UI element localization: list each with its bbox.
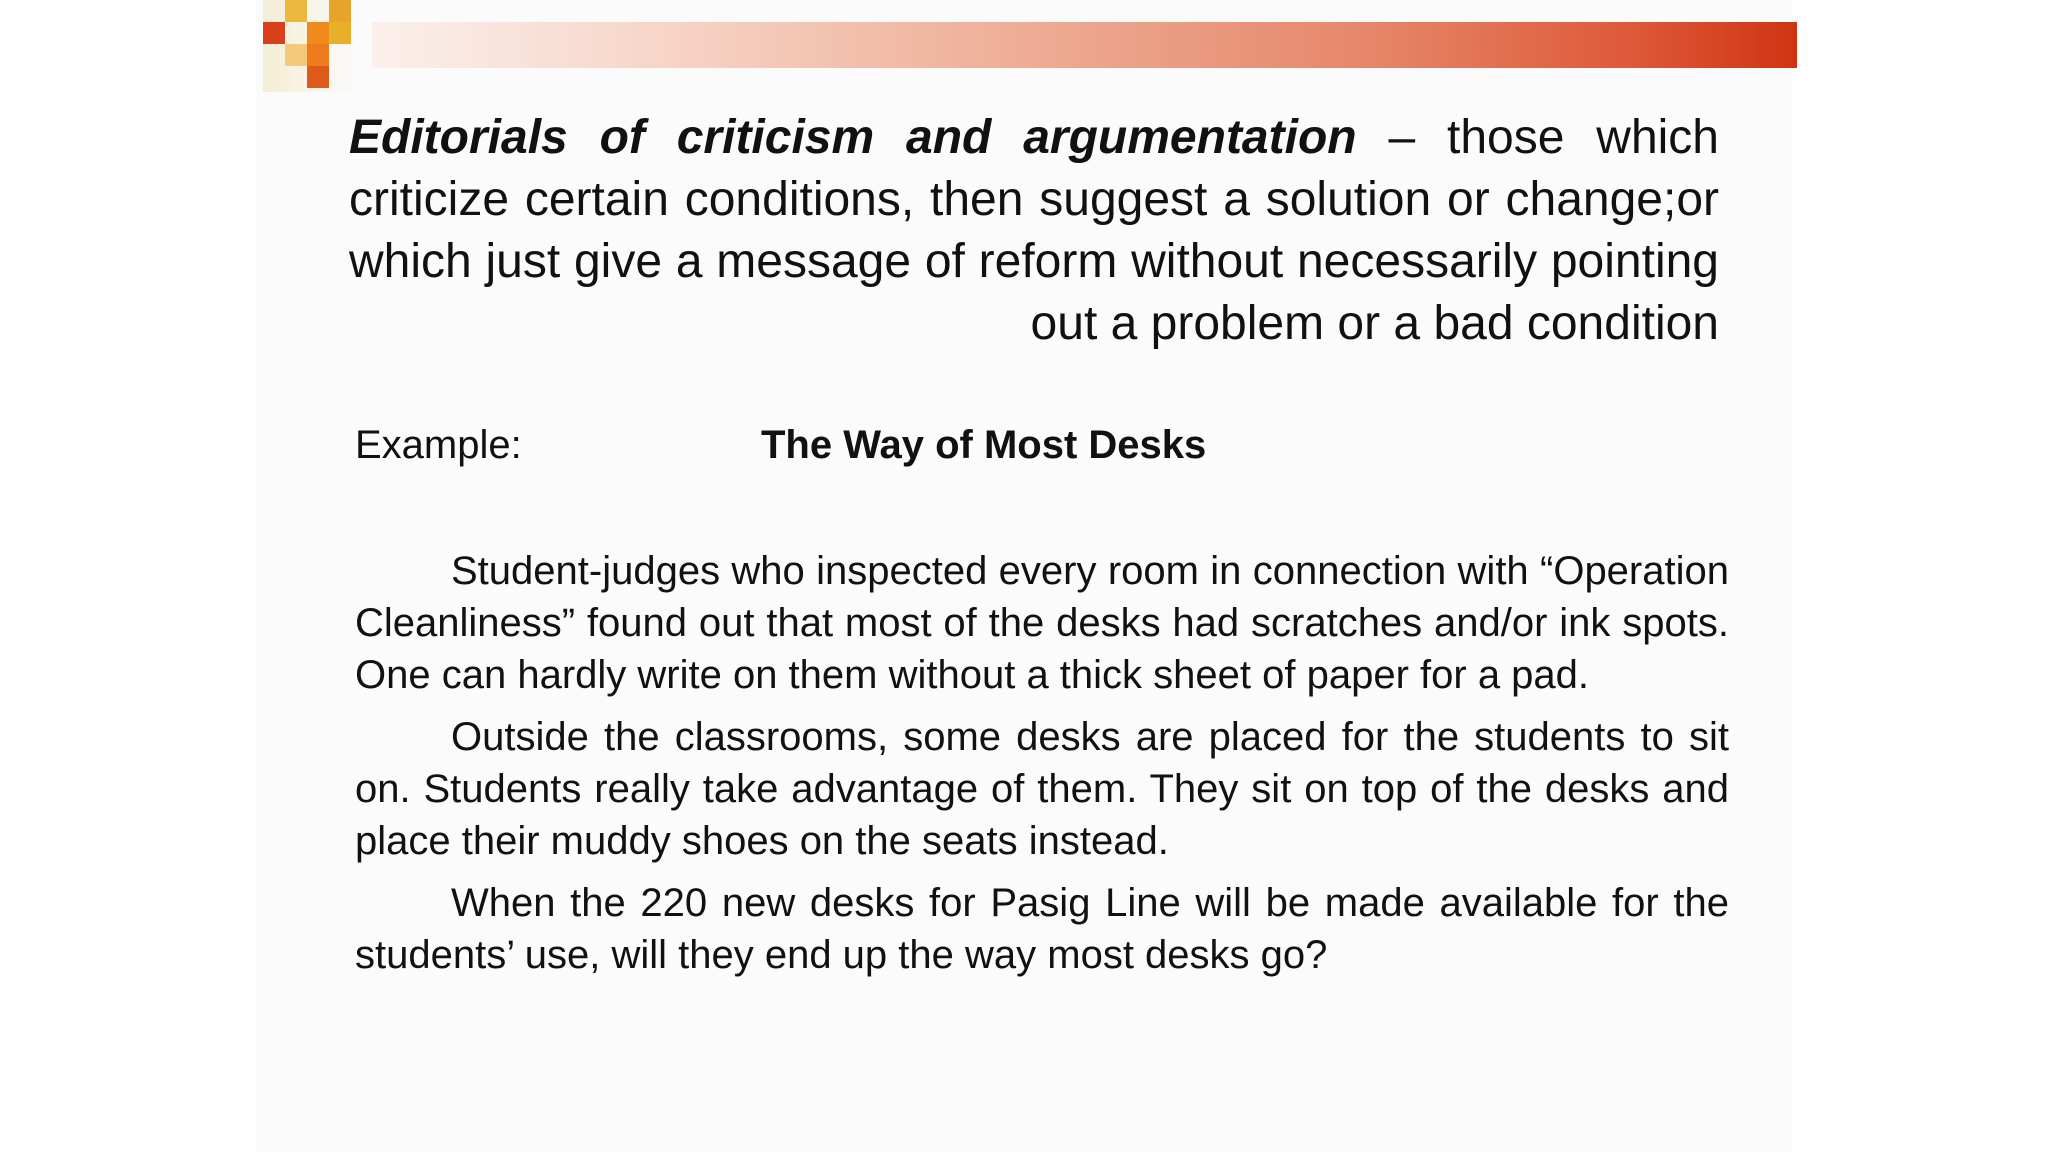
logo-squares-icon xyxy=(263,0,373,92)
example-label: Example: xyxy=(355,423,522,467)
editorial-body xyxy=(355,545,1729,991)
editorial-paragraph: Outside the classrooms, some desks are placed for the students to sit on. Students really take advantage of them. They sit on top of the desks and place their muddy shoes on the seats instead. xyxy=(355,715,1729,863)
logo-square xyxy=(285,0,307,22)
example-title: The Way of Most Desks xyxy=(761,423,1207,467)
editorial-paragraph: When the 220 new desks for Pasig Line will be made available for the students’ use, will they end up the way most desks go? xyxy=(355,881,1729,977)
editorial-paragraph: Student-judges who inspected every room in connection with “Operation Cleanliness” found out that most of the desks had scratches and/or ink spots. One can hardly write on them without a thick sheet of paper for a pad. xyxy=(355,549,1729,697)
logo-square xyxy=(307,22,329,44)
heading-definition: – those which criticize certain conditions, then suggest a solution or change;or which just give a message of reform without necessarily pointing out a problem or a bad condition xyxy=(349,111,1720,350)
heading-term: Editorials of criticism and argumentation xyxy=(349,111,1357,164)
example-row xyxy=(355,420,1355,470)
logo-square xyxy=(285,44,307,66)
slide-heading xyxy=(349,107,1719,355)
logo-square xyxy=(307,44,329,66)
logo-square xyxy=(329,22,351,44)
logo-square xyxy=(307,66,329,88)
logo-square xyxy=(263,22,285,44)
title-gradient-bar xyxy=(372,22,1797,68)
logo-square xyxy=(329,0,351,22)
